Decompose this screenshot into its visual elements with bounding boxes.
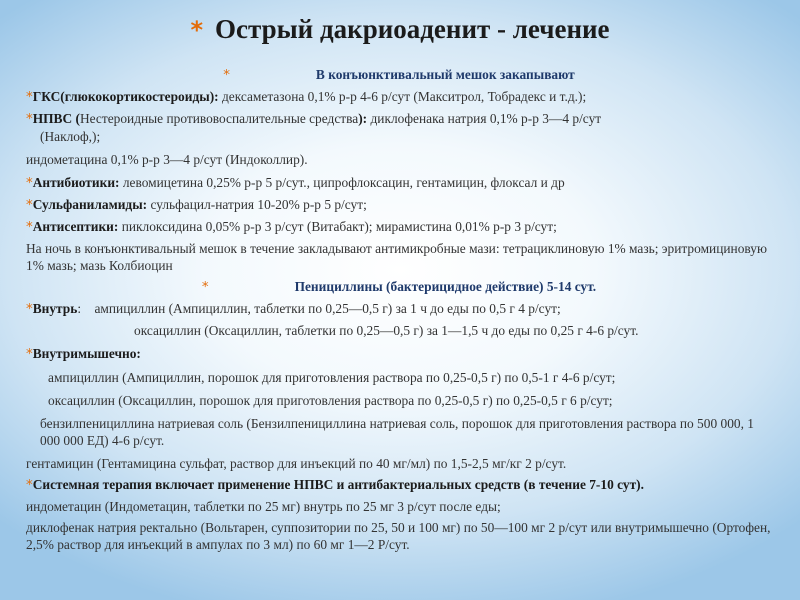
bullet-star-icon: * (26, 478, 33, 493)
npvs-text: диклофенака натрия 0,1% р-р 3—4 р/сут (367, 111, 602, 126)
bullet-star-icon: * (190, 16, 203, 44)
sulfa-item (26, 196, 772, 214)
npvs-paren-open: ( (72, 111, 80, 126)
indomet-drops: индометацина 0,1% р-р 3—4 р/сут (Индоколлир). (26, 152, 308, 167)
night-ointments: На ночь в конъюнктивальный мешок в течение закладывают антимикробные мази: тетрациклиновую 1% мазь; эритромициновую 1% мазь; мазь Колбиоцин (26, 241, 767, 273)
penicillins-heading (26, 278, 772, 296)
penicillins-text: Пенициллины (бактерицидное действие) 5-14 сут. (294, 279, 597, 294)
intro-heading (26, 66, 772, 84)
im-line1: ампициллин (Ампициллин, порошок для приготовления раствора по 0,25-0,5 г) по 0,5-1 г 4-6 р/сут; (48, 370, 616, 385)
npvs-paren-close: ): (358, 111, 368, 126)
bullet-star-icon: * (26, 302, 33, 317)
oral-label: Внутрь (32, 301, 78, 316)
antiseptics-text: пиклоксидина 0,05% р-р 3 р/сут (Витабакт); мирамистина 0,01% р-р 3 р/сут; (118, 219, 557, 234)
oral-item (26, 300, 772, 318)
bullet-star-icon: * (26, 90, 33, 105)
npvs-cont: (Наклоф,); (40, 129, 101, 144)
slide-title (0, 14, 800, 45)
im-line3: бензилпенициллина натриевая соль (Бензилпенициллина натриевая соль, порошок для приготовления раствора по 500 000, 1 000 000 ЕД) 4-6 р/сут. (40, 416, 754, 448)
systemic-item (26, 476, 772, 494)
antiseptics-item (26, 218, 772, 236)
indomet-oral: индометацин (Индометацин, таблетки по 25 мг) внутрь по 25 мг 3 р/сут после еды; (26, 499, 501, 514)
npvs-item (26, 110, 772, 128)
antibiotics-label: Антибиотики: (32, 175, 120, 190)
antibiotics-item (26, 174, 772, 192)
gks-text: дексаметазона 0,1% р-р 4-6 р/сут (Макситрол, Тобрадекс и т.д.); (218, 89, 587, 104)
bullet-star-icon: * (26, 347, 33, 362)
antiseptics-label: Антисептики: (32, 219, 119, 234)
npvs-label: НПВС (32, 111, 73, 126)
antibiotics-text: левомицетина 0,25% р-р 5 р/сут., ципрофлоксацин, гентамицин, флоксал и др (119, 175, 565, 190)
bullet-star-icon: * (26, 176, 33, 191)
bullet-star-icon: * (26, 198, 33, 213)
title-text: Острый дакриоаденит - лечение (215, 14, 610, 44)
oral-line1: ампициллин (Ампициллин, таблетки по 0,25—0,5 г) за 1 ч до еды по 0,5 г 4 р/сут; (94, 301, 561, 316)
im-item (26, 345, 772, 363)
bullet-star-icon: * (26, 220, 33, 235)
oral-colon: : (77, 301, 82, 316)
diclofenac-line: диклофенак натрия ректально (Вольтарен, суппозитории по 25, 50 и 100 мг) по 50—100 мг 2 р/сут или внутримышечно (Ортофен, 2,5% раствор для инъекций в ампулах по 3 мл) по 60 мг 1—2 Р/сут. (26, 520, 771, 552)
systemic-text: Системная терапия включает применение НПВС и антибактериальных средств (в течение 7-10 сут). (32, 477, 644, 492)
gks-label: ГКС(глюкокортикостероиды): (32, 89, 219, 104)
sulfa-label: Сульфаниламиды: (32, 197, 148, 212)
im-label: Внутримышечно: (32, 346, 141, 361)
npvs-desc: Нестероидные противовоспалительные средства (79, 111, 359, 126)
oral-line2: оксациллин (Оксациллин, таблетки по 0,25—0,5 г) за 1—1,5 ч до еды по 0,25 г 4-6 р/сут. (134, 323, 639, 338)
bullet-star-icon: * (26, 112, 33, 127)
bullet-star-icon: * (223, 68, 230, 83)
gentamicin-line: гентамицин (Гентамицина сульфат, раствор для инъекций по 40 мг/мл) по 1,5-2,5 мг/кг 2 р/сут. (26, 456, 567, 471)
sulfa-text: сульфацил-натрия 10-20% р-р 5 р/сут; (147, 197, 367, 212)
intro-text: В конъюнктивальный мешок закапывают (315, 67, 575, 82)
im-line2: оксациллин (Оксациллин, порошок для приготовления раствора по 0,25-0,5 г) по 0,25-0,5 г 6 р/сут; (48, 393, 613, 408)
gks-item (26, 88, 772, 106)
slide-body (26, 66, 772, 553)
bullet-star-icon: * (201, 280, 209, 295)
